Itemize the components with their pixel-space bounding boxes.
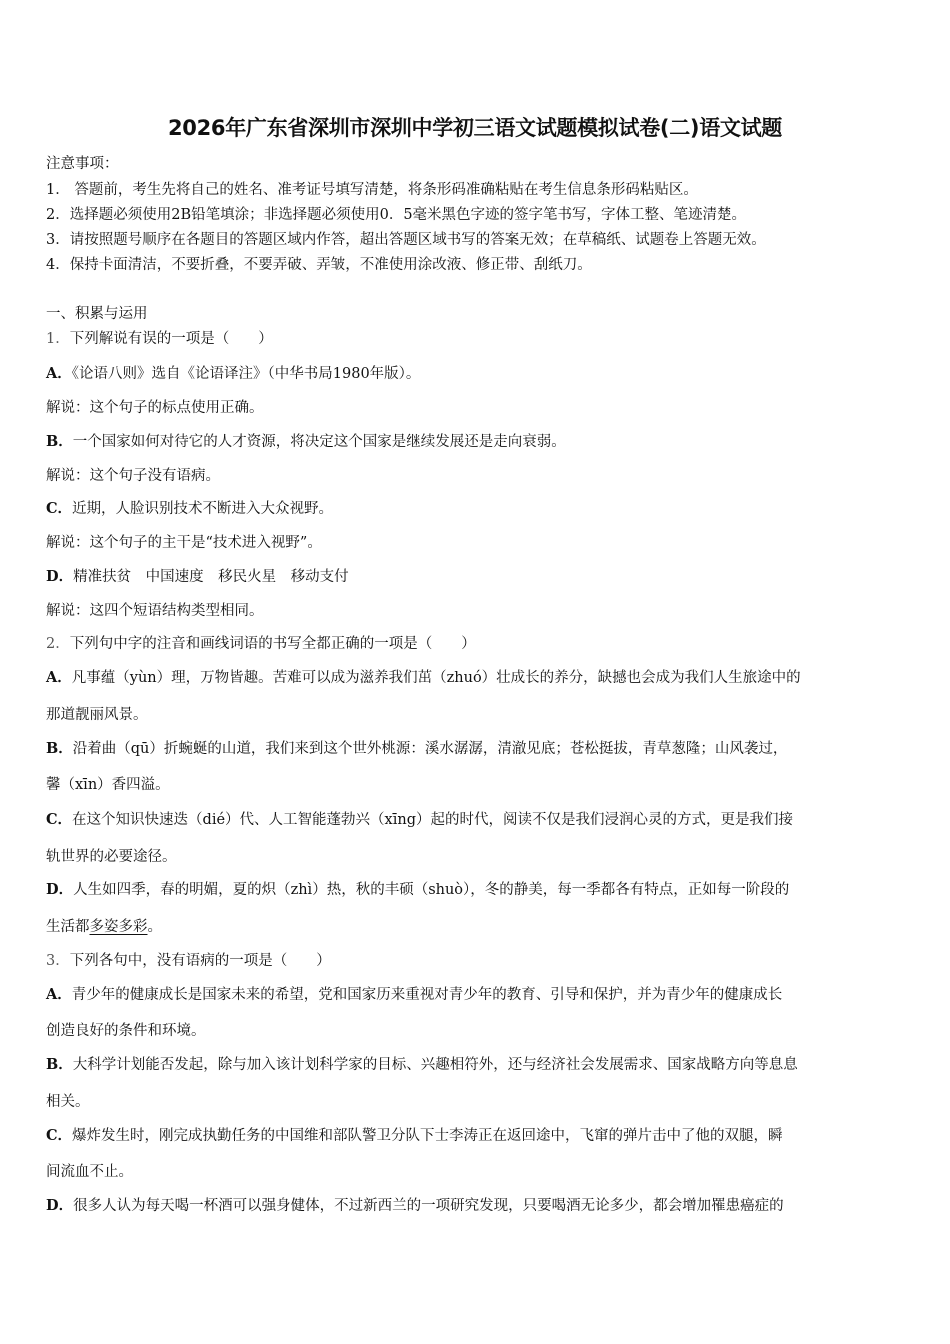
option-letter: A．: [46, 986, 72, 1003]
notice-item: 3．请按照题号顺序在各题目的答题区域内作答，超出答题区域书写的答案无效；在草稿纸、试题卷上答题无效。: [46, 232, 766, 248]
question-2-stem: [46, 632, 476, 653]
option-c: [46, 497, 333, 518]
option-c: [46, 808, 793, 829]
notice-item: 1． 答题前，考生先将自己的姓名、准考证号填写清楚，将条形码准确粘贴在考生信息条形码粘贴区。: [46, 182, 698, 198]
option-a: [46, 666, 801, 687]
option-letter: C．: [46, 811, 73, 828]
option-letter: B．: [46, 740, 73, 757]
option-letter: D．: [46, 1197, 74, 1214]
question-number: 2．: [46, 636, 70, 652]
option-text-continued: 间流血不止。: [46, 1164, 133, 1180]
option-letter: A．: [46, 365, 72, 382]
option-text: 一个国家如何对待它的人才资源，将决定这个国家是继续发展还是走向衰弱。: [72, 434, 566, 450]
option-d: [46, 878, 789, 899]
notice-item: 4．保持卡面清洁，不要折叠，不要弄破、弄皱，不准使用涂改液、修正带、刮纸刀。: [46, 257, 592, 273]
option-letter: C．: [46, 1127, 73, 1144]
option-text: 凡事蕴（yùn）理，万物皆趣。苦难可以成为滋养我们茁（zhuó）壮成长的养分，缺撼也会成为我们人生旅途中的: [71, 670, 801, 686]
option-explanation: 解说：这个句子的标点使用正确。: [46, 400, 264, 416]
option-b: [46, 430, 566, 451]
notice-item: 2．选择题必须使用2B铅笔填涂；非选择题必须使用0．5毫米黑色字迹的签字笔书写，字体工整、笔迹清楚。: [46, 207, 747, 223]
option-text-continued: 创造良好的条件和环境。: [46, 1023, 206, 1039]
option-letter: C．: [46, 500, 73, 517]
question-text: 下列各句中，没有语病的一项是（ ）: [69, 953, 331, 969]
option-a: [46, 983, 782, 1004]
question-3-stem: [46, 949, 331, 970]
option-b: [46, 737, 787, 758]
question-1-stem: [46, 327, 273, 348]
option-text: 在这个知识快速迭（dié）代、人工智能蓬勃兴（xīng）起的时代，阅读不仅是我们浸润心灵的方式，更是我们接: [72, 812, 793, 828]
page-title: 2026年广东省深圳市深圳中学初三语文试题模拟试卷(二)语文试题: [167, 116, 783, 140]
option-explanation: 解说：这个句子没有语病。: [46, 468, 220, 484]
question-text: 下列句中字的注音和画线词语的书写全都正确的一项是（ ）: [69, 636, 476, 652]
option-letter: D．: [46, 881, 74, 898]
option-text-continued: [46, 915, 162, 936]
option-letter: A．: [46, 669, 72, 686]
option-text: 大科学计划能否发起，除与加入该计划科学家的目标、兴趣相符外，还与经济社会发展需求、国家战略方向等息息: [72, 1057, 798, 1073]
option-text: 爆炸发生时，刚完成执勤任务的中国维和部队警卫分队下士李涛正在返回途中，飞窜的弹片击中了他的双腿，瞬: [72, 1128, 783, 1144]
section-heading: 一、积累与运用: [46, 306, 148, 322]
option-letter: B．: [46, 1056, 73, 1073]
option-c: [46, 1124, 783, 1145]
option-text-continued: 相关。: [46, 1094, 90, 1110]
option-text: 精准扶贫 中国速度 移民火星 移动支付: [73, 569, 349, 585]
option-explanation: 解说：这个句子的主干是“技术进入视野”。: [46, 535, 322, 551]
option-text: 很多人认为每天喝一杯酒可以强身健体，不过新西兰的一项研究发现，只要喝酒无论多少，都会增加罹患癌症的: [73, 1198, 784, 1214]
option-text: 青少年的健康成长是国家未来的希望，党和国家历来重视对青少年的教育、引导和保护，并为青少年的健康成长: [71, 987, 783, 1003]
option-text: 沿着曲（qū）折蜿蜒的山道，我们来到这个世外桃源：溪水潺潺，清澈见底；苍松挺拔，青草葱隆；山风袭过，: [72, 741, 788, 757]
option-d: [46, 1194, 784, 1215]
text-fragment: 。: [147, 919, 162, 935]
option-text-continued: 轨世界的必要途径。: [46, 849, 177, 865]
question-number: 3．: [46, 953, 70, 969]
question-number: 1．: [46, 331, 70, 347]
question-text: 下列解说有误的一项是（ ）: [69, 331, 273, 347]
option-d: [46, 565, 349, 586]
option-letter: D．: [46, 568, 74, 585]
option-text: 《论语八则》选自《论语译注》（中华书局1980年版）。: [71, 366, 421, 382]
option-letter: B．: [46, 433, 73, 450]
option-text: 人生如四季，春的明媚，夏的炽（zhì）热，秋的丰硕（shuò），冬的静美，每一季都各有特点，正如每一阶段的: [73, 882, 790, 898]
option-b: [46, 1053, 798, 1074]
option-a: [46, 362, 420, 383]
option-explanation: 解说：这四个短语结构类型相同。: [46, 603, 264, 619]
notice-heading: 注意事项：: [46, 156, 119, 172]
option-text-continued: 馨（xīn）香四溢。: [46, 777, 170, 793]
option-text-continued: 那道靓丽风景。: [46, 707, 148, 723]
underlined-phrase: 多姿多彩: [89, 919, 148, 935]
text-fragment: 生活都: [46, 919, 90, 935]
option-text: 近期，人脸识别技术不断进入大众视野。: [72, 501, 334, 517]
